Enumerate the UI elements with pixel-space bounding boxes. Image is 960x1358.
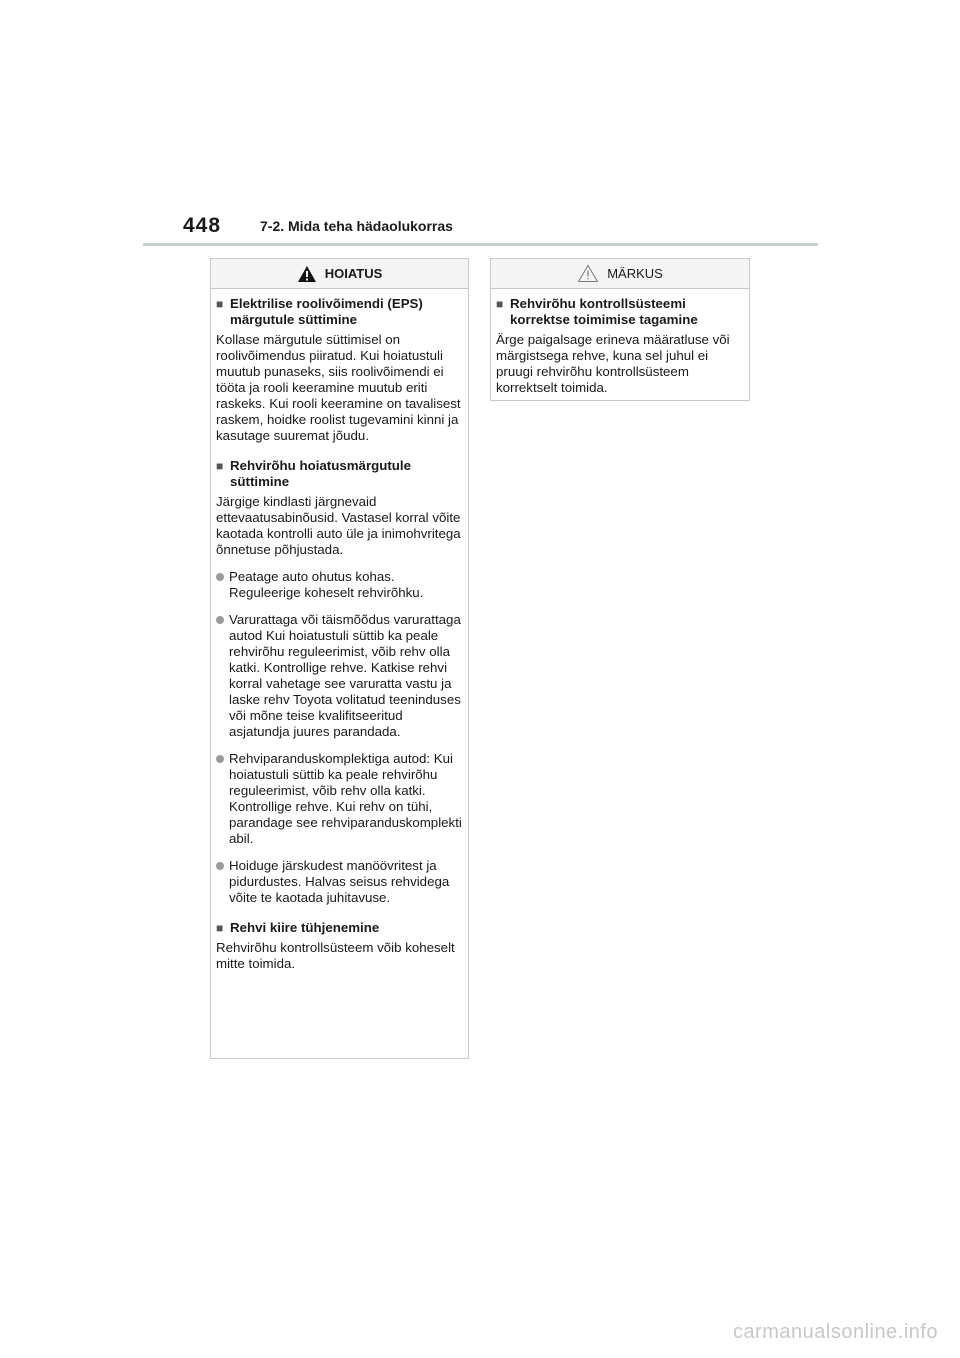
watermark: carmanualsonline.info [732,1321,938,1343]
round-bullet-icon [216,573,224,581]
list-item: Hoiduge järskudest manöövritest ja pidurdustes. Halvas seisus rehvidega võite te kaotada juhitavuse. [216,858,464,906]
note-box-title: MÄRKUS [607,266,663,281]
page-number: 448 [183,214,222,237]
square-bullet-icon: ■ [216,297,224,311]
paragraph: Rehvirõhu kontrollsüsteem võib koheselt mitte toimida. [216,940,455,971]
section-heading: ■ Rehvirõhu hoiatusmärgutule süttimine [216,458,412,489]
list-item: Rehviparanduskomplektiga autod: Kui hoiatustuli süttib ka peale rehvirõhu reguleerimist, võib rehv olla katki. Kontrollige rehve. Kui rehv on tühi, parandage see rehviparanduskomplekti abil. [216,751,464,847]
note-box-header [491,259,749,289]
square-bullet-icon: ■ [496,297,504,311]
section-title: 7-2. Mida teha hädaolukorras [260,218,453,234]
paragraph: Kollase märgutule süttimisel on roolivõimendus piiratud. Kui hoiatustuli muutub punaseks, siis roolivõimendi ei tööta ja rooli keeramine muutub eriti raskeks. Kui rooli keeramine on tavalisest raskem, hoidke roolist tugevamini kinni ja kasutage suuremat jõudu. [216,332,461,443]
list-item: Varurattaga või täismõõdus varurattaga autod Kui hoiatustuli süttib ka peale rehvirõhu reguleerimist, võib rehv olla katki. Kontrollige rehve. Katkise rehvi korral vahetage see varuratta vastu ja laske rehv Toyota volitatud teeninduses või mõne teise kvalifitseeritud asjatundja juures parandada. [216,612,464,740]
section-heading: ■ Elektrilise roolivõimendi (EPS) märgutule süttimine [216,296,423,327]
list-item: Peatage auto ohutus kohas. Reguleerige koheselt rehvirõhku. [216,569,464,601]
square-bullet-icon: ■ [216,921,224,935]
header-rule [143,243,818,246]
paragraph: Järgige kindlasti järgnevaid ettevaatusabinõusid. Vastasel korral võite kaotada kontrolli auto üle ja inimohvritega õnnetuse põhjustada. [216,494,461,557]
section-heading: ■ Rehvirõhu kontrollsüsteemi korrektse toimimise tagamine [496,296,698,327]
caution-triangle-outline-icon [577,264,599,283]
round-bullet-icon [216,862,224,870]
warning-box-header [211,259,468,289]
paragraph: Ärge paigalsage erineva määratluse või märgistsega rehve, kuna sel juhul ei pruugi rehvirõhu kontrollsüsteem korrektselt toimida. [496,332,730,395]
warning-triangle-icon [297,265,317,283]
section-heading: ■ Rehvi kiire tühjenemine [216,920,380,935]
round-bullet-icon [216,616,224,624]
note-box [490,258,750,401]
round-bullet-icon [216,755,224,763]
warning-box-title: HOIATUS [324,266,383,281]
square-bullet-icon: ■ [216,459,224,473]
warning-box [210,258,469,1059]
